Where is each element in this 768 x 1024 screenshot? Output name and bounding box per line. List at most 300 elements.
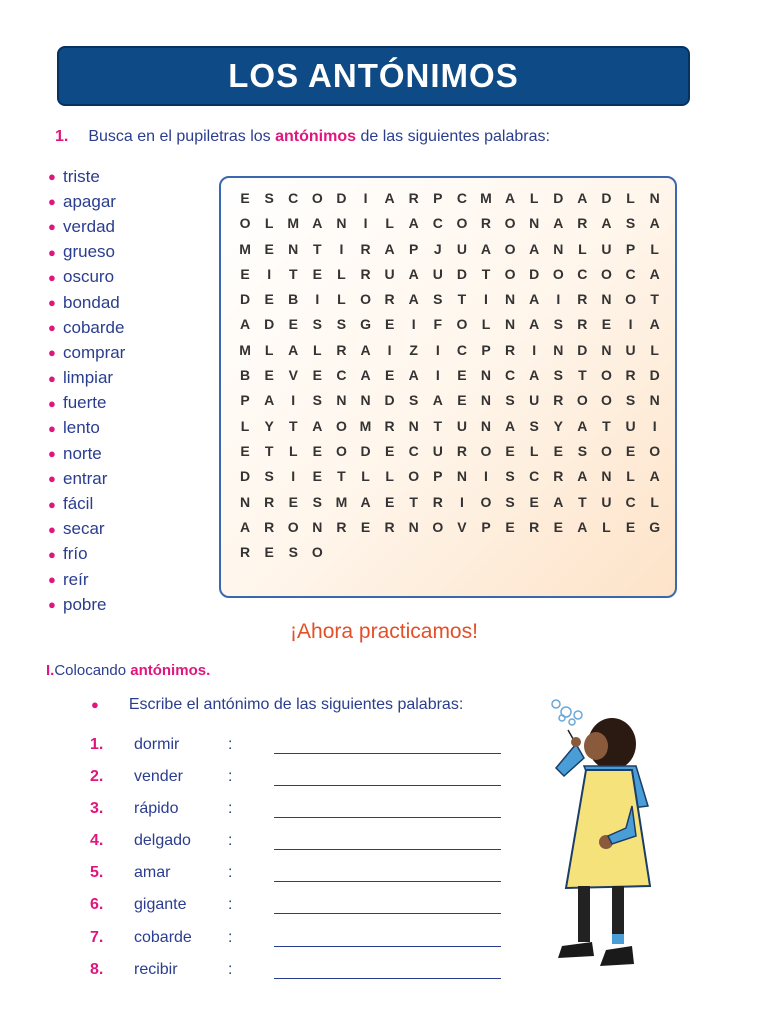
puzzle-letter[interactable]: A: [239, 518, 251, 535]
puzzle-letter[interactable]: N: [480, 392, 492, 409]
puzzle-letter[interactable]: N: [480, 417, 492, 434]
puzzle-letter[interactable]: D: [649, 367, 660, 384]
puzzle-letter[interactable]: U: [384, 265, 395, 282]
puzzle-letter[interactable]: E: [264, 240, 274, 257]
puzzle-letter[interactable]: D: [553, 190, 564, 206]
puzzle-letter[interactable]: N: [553, 341, 564, 358]
puzzle-letter[interactable]: R: [384, 291, 395, 308]
puzzle-letter[interactable]: E: [264, 367, 274, 384]
puzzle-letter[interactable]: A: [408, 367, 419, 384]
puzzle-letter[interactable]: E: [625, 518, 636, 535]
puzzle-letter[interactable]: O: [480, 493, 492, 510]
puzzle-letter[interactable]: U: [601, 493, 612, 510]
puzzle-letter[interactable]: E: [240, 190, 250, 206]
puzzle-letter[interactable]: E: [240, 265, 250, 282]
puzzle-letter[interactable]: T: [481, 265, 491, 282]
puzzle-letter[interactable]: I: [387, 341, 392, 358]
section-heading: [46, 662, 210, 679]
puzzle-letter[interactable]: A: [529, 367, 540, 384]
puzzle-letter[interactable]: L: [337, 265, 346, 282]
puzzle-letter[interactable]: D: [601, 190, 612, 206]
puzzle-letter[interactable]: N: [649, 392, 660, 409]
puzzle-letter[interactable]: I: [652, 417, 657, 434]
answer-line[interactable]: [274, 913, 501, 914]
puzzle-letter[interactable]: E: [312, 468, 322, 485]
exercise-word: amar: [134, 864, 171, 882]
puzzle-letter[interactable]: G: [360, 316, 371, 333]
exercise-colon: :: [228, 736, 233, 753]
puzzle-letter[interactable]: E: [625, 442, 636, 459]
list-item-label: fuerte: [63, 393, 107, 413]
puzzle-letter[interactable]: Z: [409, 341, 418, 358]
puzzle-letter[interactable]: C: [625, 493, 636, 510]
puzzle-letter[interactable]: S: [288, 544, 298, 561]
puzzle-letter[interactable]: M: [335, 493, 348, 510]
puzzle-letter[interactable]: N: [553, 240, 564, 257]
puzzle-letter[interactable]: I: [339, 240, 344, 257]
puzzle-letter[interactable]: R: [264, 518, 275, 535]
puzzle-letter[interactable]: P: [625, 240, 636, 257]
puzzle-letter[interactable]: L: [264, 215, 274, 232]
puzzle-letter[interactable]: T: [602, 417, 611, 434]
answer-line[interactable]: [274, 785, 501, 786]
puzzle-letter[interactable]: O: [480, 442, 492, 459]
puzzle-letter[interactable]: S: [312, 392, 322, 409]
puzzle-letter[interactable]: O: [311, 544, 323, 561]
bullet-icon: ●: [48, 269, 56, 285]
puzzle-letter[interactable]: A: [529, 240, 540, 257]
puzzle-letter[interactable]: E: [312, 265, 322, 282]
puzzle-letter[interactable]: E: [384, 316, 395, 333]
puzzle-letter[interactable]: S: [409, 392, 419, 409]
puzzle-letter[interactable]: O: [408, 468, 420, 485]
puzzle-letter[interactable]: I: [411, 316, 416, 333]
puzzle-letter[interactable]: N: [288, 240, 299, 257]
puzzle-letter[interactable]: N: [601, 468, 612, 485]
puzzle-letter[interactable]: T: [288, 265, 298, 282]
puzzle-letter[interactable]: T: [578, 367, 587, 384]
answer-line[interactable]: [274, 849, 501, 850]
puzzle-letter[interactable]: E: [553, 442, 563, 459]
puzzle-letter[interactable]: I: [484, 291, 488, 308]
puzzle-letter[interactable]: A: [601, 215, 612, 232]
puzzle-letter[interactable]: L: [626, 468, 635, 485]
puzzle-letter[interactable]: O: [552, 265, 564, 282]
answer-line[interactable]: [274, 881, 501, 882]
puzzle-letter[interactable]: O: [649, 442, 661, 459]
puzzle-letter[interactable]: R: [336, 518, 347, 535]
puzzle-letter[interactable]: L: [650, 493, 659, 510]
puzzle-letter[interactable]: C: [625, 265, 636, 282]
puzzle-letter[interactable]: E: [457, 367, 467, 384]
puzzle-letter[interactable]: A: [408, 265, 419, 282]
puzzle-letter[interactable]: S: [529, 417, 539, 434]
puzzle-letter[interactable]: O: [287, 518, 299, 535]
list-item: [48, 290, 125, 315]
puzzle-letter[interactable]: V: [457, 518, 467, 535]
puzzle-letter[interactable]: E: [384, 367, 395, 384]
puzzle-letter[interactable]: A: [312, 417, 323, 434]
puzzle-letter[interactable]: L: [385, 468, 394, 485]
puzzle-letter[interactable]: N: [360, 392, 371, 409]
puzzle-letter[interactable]: D: [456, 265, 467, 282]
puzzle-letter[interactable]: A: [529, 291, 540, 308]
puzzle-letter[interactable]: O: [335, 417, 347, 434]
puzzle-letter[interactable]: N: [408, 518, 419, 535]
puzzle-letter[interactable]: T: [457, 291, 467, 308]
puzzle-letter[interactable]: S: [312, 493, 322, 510]
puzzle-letter[interactable]: R: [360, 240, 371, 257]
puzzle-letter[interactable]: I: [459, 493, 464, 510]
puzzle-letter[interactable]: S: [553, 367, 563, 384]
puzzle-letter[interactable]: R: [625, 367, 636, 384]
puzzle-letter[interactable]: O: [456, 316, 468, 333]
puzzle-letter[interactable]: N: [601, 291, 612, 308]
puzzle-letter[interactable]: E: [601, 316, 612, 333]
puzzle-letter[interactable]: D: [360, 442, 371, 459]
bullet-icon: ●: [48, 395, 56, 411]
bullet-icon: ●: [48, 546, 56, 562]
puzzle-letter[interactable]: S: [312, 316, 322, 333]
puzzle-letter[interactable]: A: [360, 493, 371, 510]
puzzle-letter[interactable]: C: [577, 265, 588, 282]
puzzle-letter[interactable]: P: [481, 518, 491, 535]
puzzle-letter[interactable]: L: [264, 341, 274, 358]
puzzle-letter[interactable]: L: [650, 240, 659, 257]
puzzle-letter[interactable]: P: [481, 341, 491, 358]
puzzle-letter[interactable]: A: [577, 518, 588, 535]
puzzle-letter[interactable]: I: [363, 215, 368, 232]
puzzle-letter[interactable]: B: [239, 367, 251, 384]
puzzle-letter[interactable]: A: [505, 417, 516, 434]
puzzle-letter[interactable]: Y: [264, 417, 274, 434]
puzzle-letter[interactable]: O: [311, 190, 323, 206]
puzzle-letter[interactable]: D: [336, 190, 347, 206]
puzzle-letter[interactable]: O: [239, 215, 251, 232]
puzzle-letter[interactable]: D: [239, 291, 251, 308]
puzzle-letter[interactable]: D: [384, 392, 395, 409]
puzzle-letter[interactable]: C: [529, 468, 540, 485]
bullet-icon: ●: [48, 219, 56, 235]
puzzle-letter[interactable]: A: [480, 240, 492, 257]
puzzle-letter[interactable]: Y: [553, 417, 563, 434]
puzzle-letter[interactable]: O: [601, 392, 612, 409]
puzzle-letter[interactable]: A: [553, 215, 564, 232]
puzzle-letter[interactable]: U: [456, 417, 467, 434]
puzzle-letter[interactable]: N: [456, 468, 467, 485]
list-item-label: comprar: [63, 342, 126, 362]
puzzle-letter[interactable]: I: [291, 468, 296, 485]
puzzle-letter[interactable]: A: [577, 417, 588, 434]
puzzle-letter[interactable]: I: [556, 291, 561, 308]
puzzle-letter[interactable]: U: [529, 392, 540, 409]
puzzle-letter[interactable]: T: [409, 493, 418, 510]
answer-line[interactable]: [274, 817, 501, 818]
puzzle-letter[interactable]: T: [433, 417, 443, 434]
puzzle-letter[interactable]: E: [384, 442, 395, 459]
exercise-number: 3.: [90, 800, 104, 818]
puzzle-letter[interactable]: U: [625, 341, 636, 358]
list-item: [48, 214, 125, 239]
puzzle-letter[interactable]: A: [553, 493, 564, 510]
puzzle-letter[interactable]: T: [264, 442, 274, 459]
puzzle-letter[interactable]: B: [288, 291, 299, 308]
puzzle-letter[interactable]: R: [432, 493, 443, 510]
puzzle-letter[interactable]: T: [337, 468, 346, 485]
puzzle-letter[interactable]: E: [264, 291, 274, 308]
puzzle-letter[interactable]: A: [408, 291, 419, 308]
puzzle-letter[interactable]: O: [576, 392, 588, 409]
list-item-label: secar: [63, 519, 105, 539]
instruction-text-after: de las siguientes palabras:: [356, 128, 550, 145]
puzzle-letter[interactable]: S: [505, 468, 515, 485]
puzzle-letter[interactable]: R: [360, 265, 371, 282]
puzzle-letter[interactable]: D: [239, 468, 251, 485]
exercise-word: cobarde: [134, 928, 192, 946]
puzzle-letter[interactable]: N: [239, 493, 251, 510]
puzzle-letter[interactable]: O: [456, 215, 468, 232]
puzzle-letter[interactable]: E: [505, 518, 515, 535]
puzzle-letter[interactable]: A: [649, 215, 660, 232]
answer-line[interactable]: [274, 946, 501, 947]
puzzle-letter[interactable]: R: [384, 518, 395, 535]
puzzle-letter[interactable]: A: [505, 190, 516, 206]
puzzle-letter[interactable]: O: [504, 215, 516, 232]
puzzle-letter[interactable]: L: [337, 291, 346, 308]
puzzle-letter[interactable]: D: [529, 265, 540, 282]
puzzle-letter[interactable]: A: [384, 240, 395, 257]
puzzle-letter[interactable]: I: [435, 367, 440, 384]
answer-line[interactable]: [274, 978, 501, 979]
puzzle-letter[interactable]: L: [481, 316, 491, 333]
puzzle-letter[interactable]: O: [504, 265, 516, 282]
puzzle-letter[interactable]: O: [601, 442, 612, 459]
puzzle-letter[interactable]: R: [239, 544, 251, 561]
puzzle-letter[interactable]: S: [625, 392, 636, 409]
puzzle-letter[interactable]: S: [577, 442, 588, 459]
puzzle-letter[interactable]: C: [432, 215, 443, 232]
puzzle-letter[interactable]: A: [408, 215, 419, 232]
list-item: [48, 366, 125, 391]
puzzle-letter[interactable]: S: [505, 392, 515, 409]
puzzle-letter[interactable]: A: [649, 265, 660, 282]
bullet-icon: ●: [48, 597, 56, 613]
list-item: [48, 391, 125, 416]
puzzle-letter[interactable]: N: [649, 190, 660, 206]
puzzle-letter[interactable]: E: [312, 442, 322, 459]
puzzle-letter[interactable]: O: [625, 291, 636, 308]
puzzle-letter[interactable]: O: [432, 518, 444, 535]
puzzle-letter[interactable]: C: [505, 367, 516, 384]
puzzle-letter[interactable]: U: [456, 240, 467, 257]
puzzle-letter[interactable]: A: [577, 190, 588, 206]
puzzle-letter[interactable]: S: [505, 493, 515, 510]
puzzle-letter[interactable]: I: [291, 392, 296, 409]
puzzle-letter[interactable]: S: [553, 316, 563, 333]
puzzle-letter[interactable]: E: [529, 493, 539, 510]
puzzle-letter[interactable]: I: [628, 316, 633, 333]
puzzle-letter[interactable]: N: [505, 316, 516, 333]
puzzle-letter[interactable]: G: [649, 518, 661, 535]
puzzle-letter[interactable]: M: [287, 215, 300, 232]
puzzle-letter[interactable]: A: [384, 190, 395, 206]
puzzle-letter[interactable]: O: [601, 265, 612, 282]
puzzle-letter[interactable]: R: [553, 468, 564, 485]
puzzle-letter[interactable]: E: [288, 316, 298, 333]
puzzle-letter[interactable]: R: [456, 442, 467, 459]
puzzle-letter[interactable]: N: [408, 417, 419, 434]
puzzle-letter[interactable]: O: [601, 367, 612, 384]
puzzle-letter[interactable]: E: [288, 493, 298, 510]
puzzle-letter[interactable]: R: [264, 493, 275, 510]
puzzle-letter[interactable]: E: [553, 518, 563, 535]
puzzle-letter[interactable]: I: [435, 341, 440, 358]
puzzle-letter[interactable]: T: [288, 417, 298, 434]
puzzle-letter[interactable]: O: [335, 442, 347, 459]
puzzle-letter[interactable]: L: [529, 190, 539, 206]
puzzle-letter[interactable]: E: [264, 544, 274, 561]
puzzle-letter[interactable]: I: [532, 341, 537, 358]
puzzle-letter[interactable]: N: [480, 367, 492, 384]
exercise-number: 6.: [90, 896, 104, 914]
puzzle-letter[interactable]: E: [457, 392, 467, 409]
puzzle-letter[interactable]: C: [336, 367, 347, 384]
puzzle-letter[interactable]: L: [313, 341, 322, 358]
exercise-colon: :: [228, 768, 233, 786]
puzzle-letter[interactable]: A: [360, 341, 371, 358]
exercise-number: 2.: [90, 768, 104, 786]
puzzle-letter[interactable]: L: [288, 442, 298, 459]
puzzle-letter[interactable]: C: [408, 442, 419, 459]
puzzle-letter[interactable]: R: [577, 215, 588, 232]
puzzle-letter[interactable]: P: [433, 468, 443, 485]
puzzle-letter[interactable]: P: [433, 190, 443, 206]
exercise-colon: :: [228, 928, 233, 946]
puzzle-letter[interactable]: I: [484, 468, 488, 485]
puzzle-letter[interactable]: A: [312, 215, 323, 232]
puzzle-letter[interactable]: M: [239, 341, 251, 358]
puzzle-letter[interactable]: J: [433, 240, 442, 257]
puzzle-letter[interactable]: S: [433, 291, 443, 308]
puzzle-letter[interactable]: L: [578, 240, 587, 257]
puzzle-letter[interactable]: N: [601, 341, 612, 358]
puzzle-letter[interactable]: C: [288, 190, 299, 206]
title-banner: [57, 46, 690, 106]
puzzle-letter[interactable]: T: [313, 240, 322, 257]
puzzle-letter[interactable]: A: [649, 316, 660, 333]
puzzle-letter[interactable]: E: [312, 367, 322, 384]
puzzle-letter[interactable]: E: [384, 493, 395, 510]
puzzle-letter[interactable]: M: [239, 240, 251, 257]
puzzle-letter[interactable]: L: [529, 442, 539, 459]
puzzle-letter[interactable]: S: [264, 190, 274, 206]
puzzle-letter[interactable]: A: [360, 367, 371, 384]
puzzle-letter[interactable]: E: [240, 442, 250, 459]
puzzle-letter[interactable]: L: [602, 518, 611, 535]
puzzle-letter[interactable]: U: [625, 417, 636, 434]
answer-line[interactable]: [274, 753, 501, 754]
puzzle-letter[interactable]: N: [312, 518, 323, 535]
puzzle-letter[interactable]: T: [578, 493, 587, 510]
list-item: [48, 164, 125, 189]
puzzle-letter[interactable]: R: [553, 392, 564, 409]
puzzle-letter[interactable]: C: [456, 341, 467, 358]
puzzle-letter[interactable]: N: [529, 215, 540, 232]
bullet-icon: ●: [48, 295, 56, 311]
puzzle-letter[interactable]: L: [650, 341, 659, 358]
puzzle-letter[interactable]: R: [336, 341, 347, 358]
puzzle-letter[interactable]: M: [480, 190, 492, 206]
puzzle-letter[interactable]: I: [363, 190, 368, 206]
puzzle-letter[interactable]: D: [264, 316, 275, 333]
puzzle-letter[interactable]: R: [384, 417, 395, 434]
puzzle-letter[interactable]: E: [360, 518, 371, 535]
puzzle-letter[interactable]: I: [315, 291, 320, 308]
puzzle-letter[interactable]: D: [577, 341, 588, 358]
puzzle-letter[interactable]: R: [577, 291, 588, 308]
puzzle-letter[interactable]: S: [336, 316, 347, 333]
puzzle-letter[interactable]: S: [264, 468, 274, 485]
puzzle-letter[interactable]: A: [239, 316, 251, 333]
puzzle-letter[interactable]: P: [409, 240, 419, 257]
puzzle-letter[interactable]: L: [385, 215, 394, 232]
puzzle-letter[interactable]: A: [577, 468, 588, 485]
puzzle-letter[interactable]: A: [432, 392, 443, 409]
puzzle-letter[interactable]: U: [432, 442, 443, 459]
puzzle-letter[interactable]: N: [505, 291, 516, 308]
bullet-icon: ●: [48, 194, 56, 210]
instruction-highlight: antónimos: [275, 128, 357, 145]
puzzle-letter[interactable]: O: [504, 240, 516, 257]
puzzle-letter[interactable]: R: [529, 518, 540, 535]
puzzle-letter[interactable]: L: [240, 417, 250, 434]
puzzle-letter[interactable]: A: [264, 392, 275, 409]
puzzle-letter[interactable]: A: [529, 316, 540, 333]
exercise-number: 5.: [90, 864, 104, 882]
bullet-icon: ●: [48, 572, 56, 588]
puzzle-letter[interactable]: R: [505, 341, 516, 358]
puzzle-letter[interactable]: A: [649, 468, 660, 485]
list-item-label: verdad: [63, 216, 115, 236]
puzzle-letter[interactable]: C: [456, 190, 467, 206]
puzzle-letter[interactable]: T: [650, 291, 659, 308]
practice-heading: ¡Ahora practicamos!: [290, 620, 478, 643]
puzzle-letter[interactable]: P: [240, 392, 250, 409]
puzzle-letter[interactable]: A: [288, 341, 299, 358]
puzzle-letter[interactable]: V: [288, 367, 298, 384]
puzzle-letter[interactable]: E: [505, 442, 515, 459]
puzzle-letter[interactable]: L: [361, 468, 370, 485]
puzzle-letter[interactable]: I: [267, 265, 272, 282]
puzzle-letter[interactable]: O: [360, 291, 371, 308]
puzzle-letter[interactable]: R: [480, 215, 492, 232]
exercise-colon: :: [228, 800, 233, 818]
puzzle-letter[interactable]: N: [336, 215, 347, 232]
puzzle-letter[interactable]: R: [408, 190, 419, 206]
exercise-colon: :: [228, 896, 233, 914]
puzzle-letter[interactable]: L: [626, 190, 635, 206]
bullet-icon: ●: [48, 320, 56, 336]
puzzle-letter[interactable]: R: [577, 316, 588, 333]
puzzle-letter[interactable]: U: [601, 240, 612, 257]
puzzle-letter[interactable]: U: [432, 265, 443, 282]
puzzle-letter[interactable]: F: [433, 316, 443, 333]
puzzle-letter[interactable]: N: [336, 392, 347, 409]
puzzle-letter[interactable]: S: [625, 215, 636, 232]
list-item-label: bondad: [63, 292, 120, 312]
list-item: [48, 441, 125, 466]
puzzle-letter[interactable]: M: [359, 417, 372, 434]
